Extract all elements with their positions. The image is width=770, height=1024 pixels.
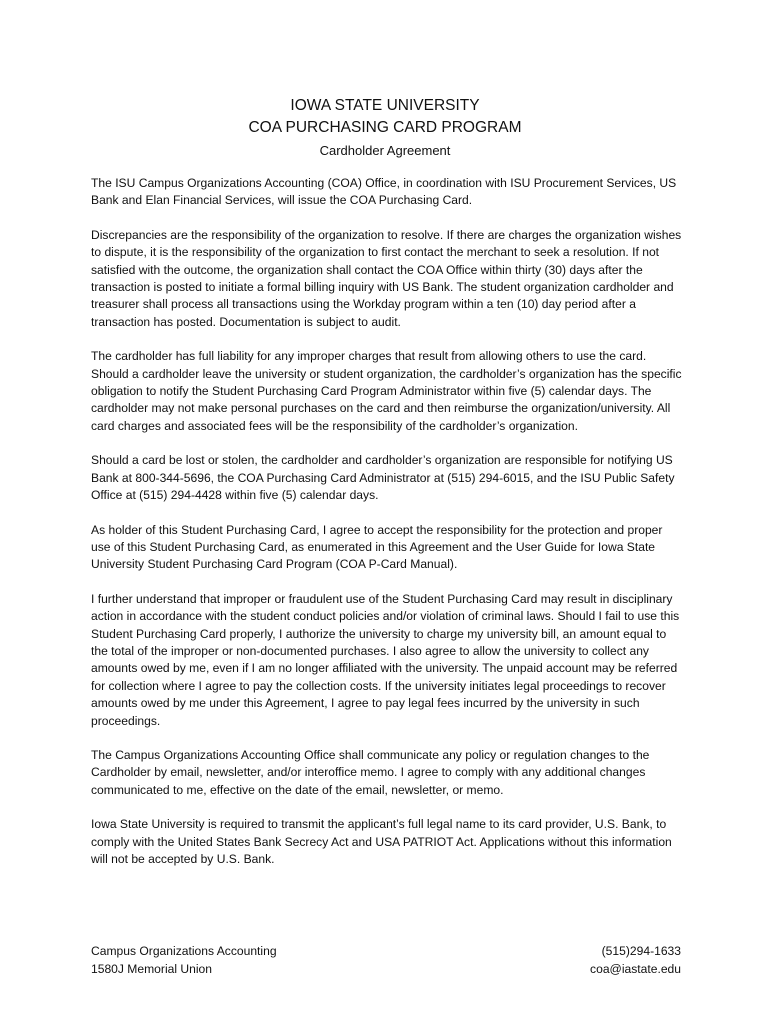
footer-address-block bbox=[91, 942, 277, 978]
footer-email: coa@iastate.edu bbox=[590, 962, 681, 976]
program-title: COA PURCHASING CARD PROGRAM bbox=[248, 119, 522, 136]
paragraph-holder-responsibility: As holder of this Student Purchasing Card, I agree to accept the responsibility for the protection and proper use of this Student Purchasing Card, as enumerated in this Agreement and the User Guide for Iowa State University Student Purchasing Card Program (COA P-Card Manual). bbox=[91, 522, 663, 572]
paragraph-policy-changes: The Campus Organizations Accounting Office shall communicate any policy or regulation changes to the Cardholder by email, newsletter, and/or interoffice memo. I agree to comply with any additional changes communicated to me, effective on the date of the email, newsletter, or memo. bbox=[91, 747, 650, 797]
document-header bbox=[0, 95, 770, 161]
paragraph-intro: The ISU Campus Organizations Accounting (COA) Office, in coordination with ISU Procurement Services, US Bank and Elan Financial Services, will issue the COA Purchasing Card. bbox=[91, 176, 677, 208]
paragraph-lost-stolen: Should a card be lost or stolen, the cardholder and cardholder’s organization are responsible for notifying US Bank at 800-344-5696, the COA Purchasing Card Administrator at (515) 294-6015, and the ISU Public Safety Office at (515) 294-4428 within five (5) calendar days. bbox=[91, 453, 675, 503]
document-title: Cardholder Agreement bbox=[319, 143, 451, 158]
footer-phone: (515)294-1633 bbox=[601, 944, 681, 958]
paragraph-improper-use: I further understand that improper or fraudulent use of the Student Purchasing Card may result in disciplinary action in accordance with the student conduct policies and/or violation of criminal laws. Should I fail to use this Student Purchasing Card properly, I authorize the university to charge my university bill, an amount equal to the total of the improper or non-documented purchases. I also agree to allow the university to collect any amounts owed by me, even if I am no longer affiliated with the university. The unpaid account may be referred for collection where I agree to pay the collection costs. If the university initiates legal proceedings to recover amounts owed by me under this Agreement, I agree to pay legal fees incurred by the university in such proceedings. bbox=[91, 591, 680, 728]
paragraph-discrepancies: Discrepancies are the responsibility of the organization to resolve. If there are charges the organization wishes to dispute, it is the responsibility of the organization to first contact the merchant to seek a resolution. If not satisfied with the outcome, the organization shall contact the COA Office within thirty (30) days after the transaction is posted to initiate a formal billing inquiry with US Bank. The student organization cardholder and treasurer shall process all transactions using the Workday program within a ten (10) day period after a transaction has posted. Documentation is subject to audit. bbox=[91, 227, 682, 329]
agreement-body bbox=[91, 175, 683, 885]
footer-office-name: Campus Organizations Accounting bbox=[91, 944, 277, 958]
university-title: IOWA STATE UNIVERSITY bbox=[290, 97, 480, 114]
paragraph-legal-name: Iowa State University is required to transmit the applicant’s full legal name to its card provider, U.S. Bank, to comply with the United States Bank Secrecy Act and USA PATRIOT Act. Applications without this information will not be accepted by U.S. Bank. bbox=[91, 817, 672, 866]
footer-contact-block bbox=[590, 942, 681, 978]
paragraph-liability: The cardholder has full liability for any improper charges that result from allowing others to use the card. Should a cardholder leave the university or student organization, the cardholder’s organization has the specific obligation to notify the Student Purchasing Card Program Administrator within five (5) calendar days. The cardholder may not make personal purchases on the card and then reimburse the organization/university. All card charges and associated fees will be the responsibility of the cardholder’s organization. bbox=[91, 349, 682, 433]
footer-office-address: 1580J Memorial Union bbox=[91, 962, 212, 976]
